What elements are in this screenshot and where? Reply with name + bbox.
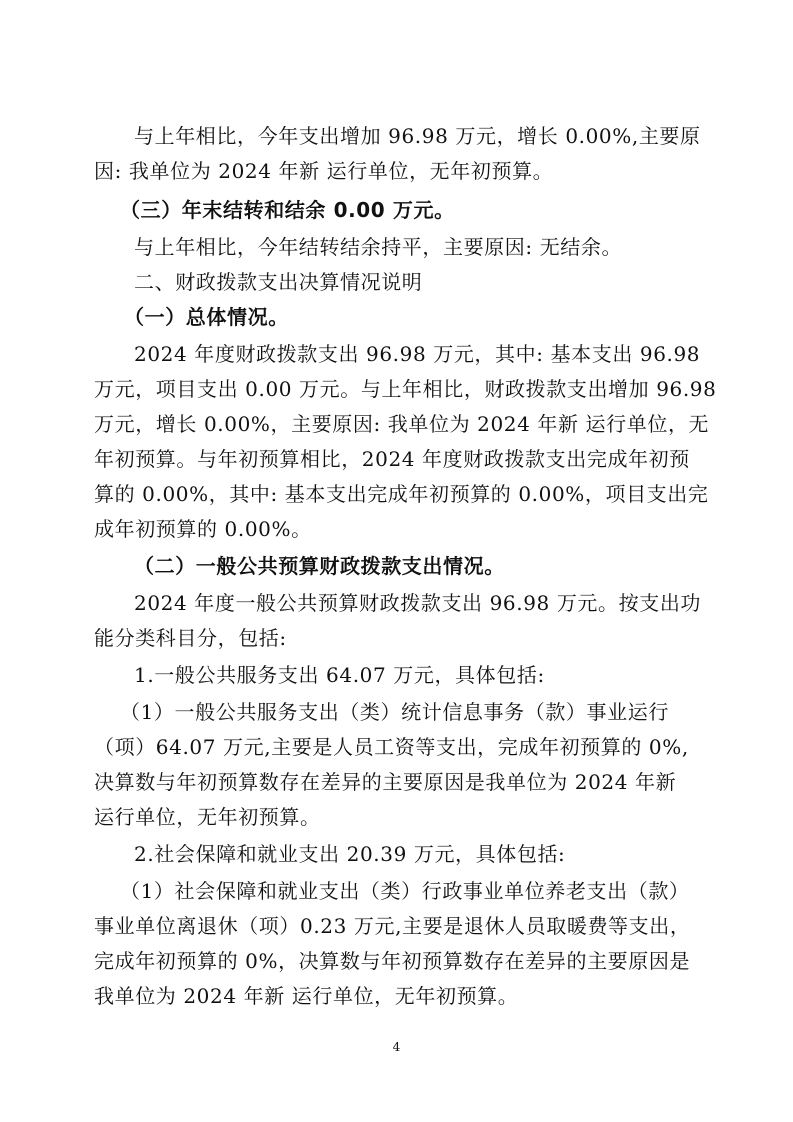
paragraph-line: 完成年初预算的 0%，决算数与年初预算数存在差异的主要原因是 xyxy=(94,949,691,973)
section-heading: （二）一般公共预算财政拨款支出情况。 xyxy=(134,554,505,578)
section-heading: （三）年末结转和结余 0.00 万元。 xyxy=(120,198,455,222)
paragraph-line: 与上年相比，今年结转结余持平，主要原因: 无结余。 xyxy=(134,235,623,259)
paragraph-line: 因: 我单位为 2024 年新 运行单位，无年初预算。 xyxy=(94,159,554,183)
paragraph-line: 能分类科目分，包括: xyxy=(94,626,287,650)
paragraph-line: （1）社会保障和就业支出（类）行政事业单位养老支出（款） xyxy=(120,879,690,903)
paragraph-line: 运行单位，无年初预算。 xyxy=(94,805,321,829)
chapter-heading: 二、财政拨款支出决算情况说明 xyxy=(134,270,423,294)
page-number: 4 xyxy=(392,1040,401,1054)
paragraph-line: 算的 0.00%，其中: 基本支出完成年初预算的 0.00%，项目支出完 xyxy=(94,482,709,506)
paragraph-line: （项）64.07 万元,主要是人员工资等支出，完成年初预算的 0%, xyxy=(94,735,689,759)
paragraph-line: 年初预算。与年初预算相比，2024 年度财政拨款支出完成年初预 xyxy=(94,447,690,471)
paragraph-line: 万元，项目支出 0.00 万元。与上年相比，财政拨款支出增加 96.98 xyxy=(94,377,717,401)
paragraph-line: 决算数与年初预算数存在差异的主要原因是我单位为 2024 年新 xyxy=(94,770,677,794)
paragraph-line: 万元，增长 0.00%，主要原因: 我单位为 2024 年新 运行单位，无 xyxy=(94,412,710,436)
list-item-heading: 2.社会保障和就业支出 20.39 万元，具体包括: xyxy=(134,842,566,866)
paragraph-line: 成年初预算的 0.00%。 xyxy=(94,517,312,541)
paragraph-line: 我单位为 2024 年新 运行单位，无年初预算。 xyxy=(94,984,519,1008)
paragraph-line: 与上年相比，今年支出增加 96.98 万元，增长 0.00%,主要原 xyxy=(134,124,701,148)
paragraph-line: 2024 年度一般公共预算财政拨款支出 96.98 万元。按支出功 xyxy=(134,591,702,615)
paragraph-line: （1）一般公共服务支出（类）统计信息事务（款）事业运行 xyxy=(120,700,669,724)
paragraph-line: 事业单位离退休（项）0.23 万元,主要是退休人员取暖费等支出， xyxy=(94,914,691,938)
section-heading: （一）总体情况。 xyxy=(124,305,289,329)
list-item-heading: 1.一般公共服务支出 64.07 万元，具体包括: xyxy=(134,663,545,687)
paragraph-line: 2024 年度财政拨款支出 96.98 万元，其中: 基本支出 96.98 xyxy=(134,342,701,366)
